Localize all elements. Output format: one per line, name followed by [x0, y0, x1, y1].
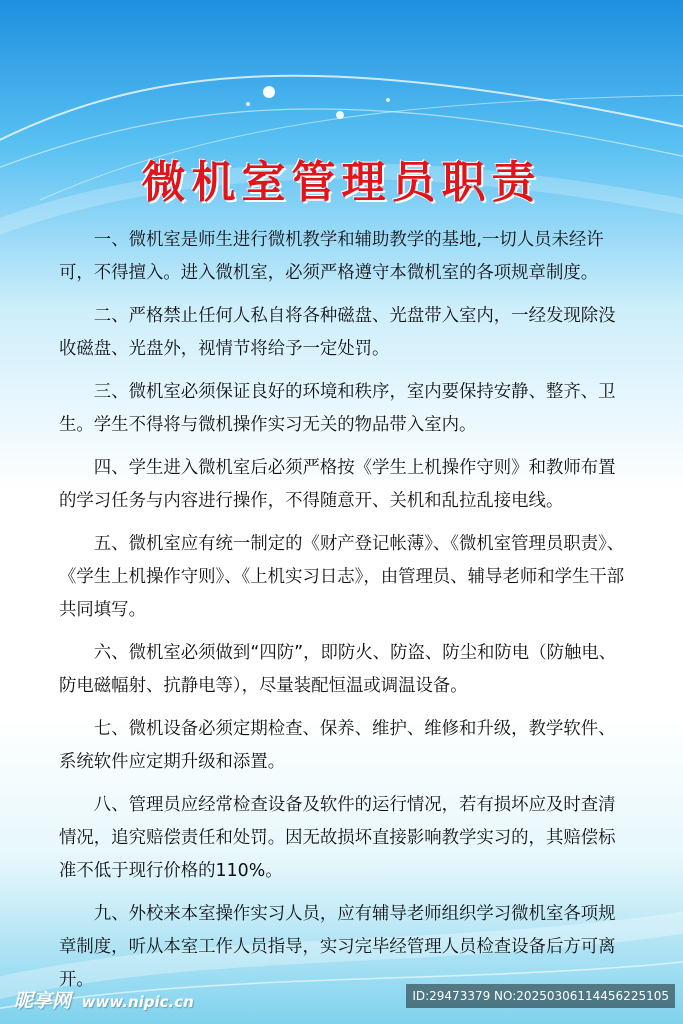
watermark-url: www.nipic.cn	[81, 993, 194, 1011]
rule-paragraph: 八、管理员应经常检查设备及软件的运行情况，若有损坏应及时查清情况，追究赔偿责任和处罚。因无故损坏直接影响教学实习的，其赔偿标准不低于现行价格的110%。	[59, 795, 616, 881]
watermark-logo-text: 昵享网	[14, 990, 72, 1012]
rule-paragraph: 三、微机室必须保证良好的环境和秩序，室内要保持安静、整齐、卫生。学生不得将与微机操作实习无关的物品带入室内。	[59, 382, 616, 435]
rule-paragraph: 一、微机室是师生进行微机教学和辅助教学的基地,一切人员未经许可，不得擅入。进入微机室，必须严格遵守本微机室的各项规章制度。	[59, 230, 604, 283]
rule-paragraph: 六、微机室必须做到“四防”，即防火、防盗、防尘和防电（防触电、防电磁幅射、抗静电等），尽量装配恒温或调温设备。	[59, 643, 617, 696]
watermark-logo	[14, 986, 194, 1013]
rules-list	[59, 224, 629, 1007]
rule-paragraph: 四、学生进入微机室后必须严格按《学生上机操作守则》和教师布置的学习任务与内容进行操作，不得随意开、关机和乱拉乱接电线。	[59, 458, 616, 511]
rule-paragraph: 五、微机室应有统一制定的《财产登记帐薄》、《微机室管理员职责》、《学生上机操作守则》、《上机实习日志》，由管理员、辅导老师和学生干部共同填写。	[59, 534, 625, 620]
rule-paragraph: 七、微机设备必须定期检查、保养、维护、维修和升级，教学软件、系统软件应定期升级和添置。	[59, 719, 616, 772]
watermark-id: ID:29473379 NO:20250306114456225105	[406, 984, 675, 1008]
rule-paragraph: 二、严格禁止任何人私自将各种磁盘、光盘带入室内，一经发现除没收磁盘、光盘外，视情节将给予一定处罚。	[59, 306, 616, 359]
poster-title: 微机室管理员职责	[141, 157, 542, 208]
rule-paragraph: 九、外校来本室操作实习人员，应有辅导老师组织学习微机室各项规章制度，听从本室工作人员指导，实习完毕经管理人员检查设备后方可离开。	[59, 904, 616, 990]
